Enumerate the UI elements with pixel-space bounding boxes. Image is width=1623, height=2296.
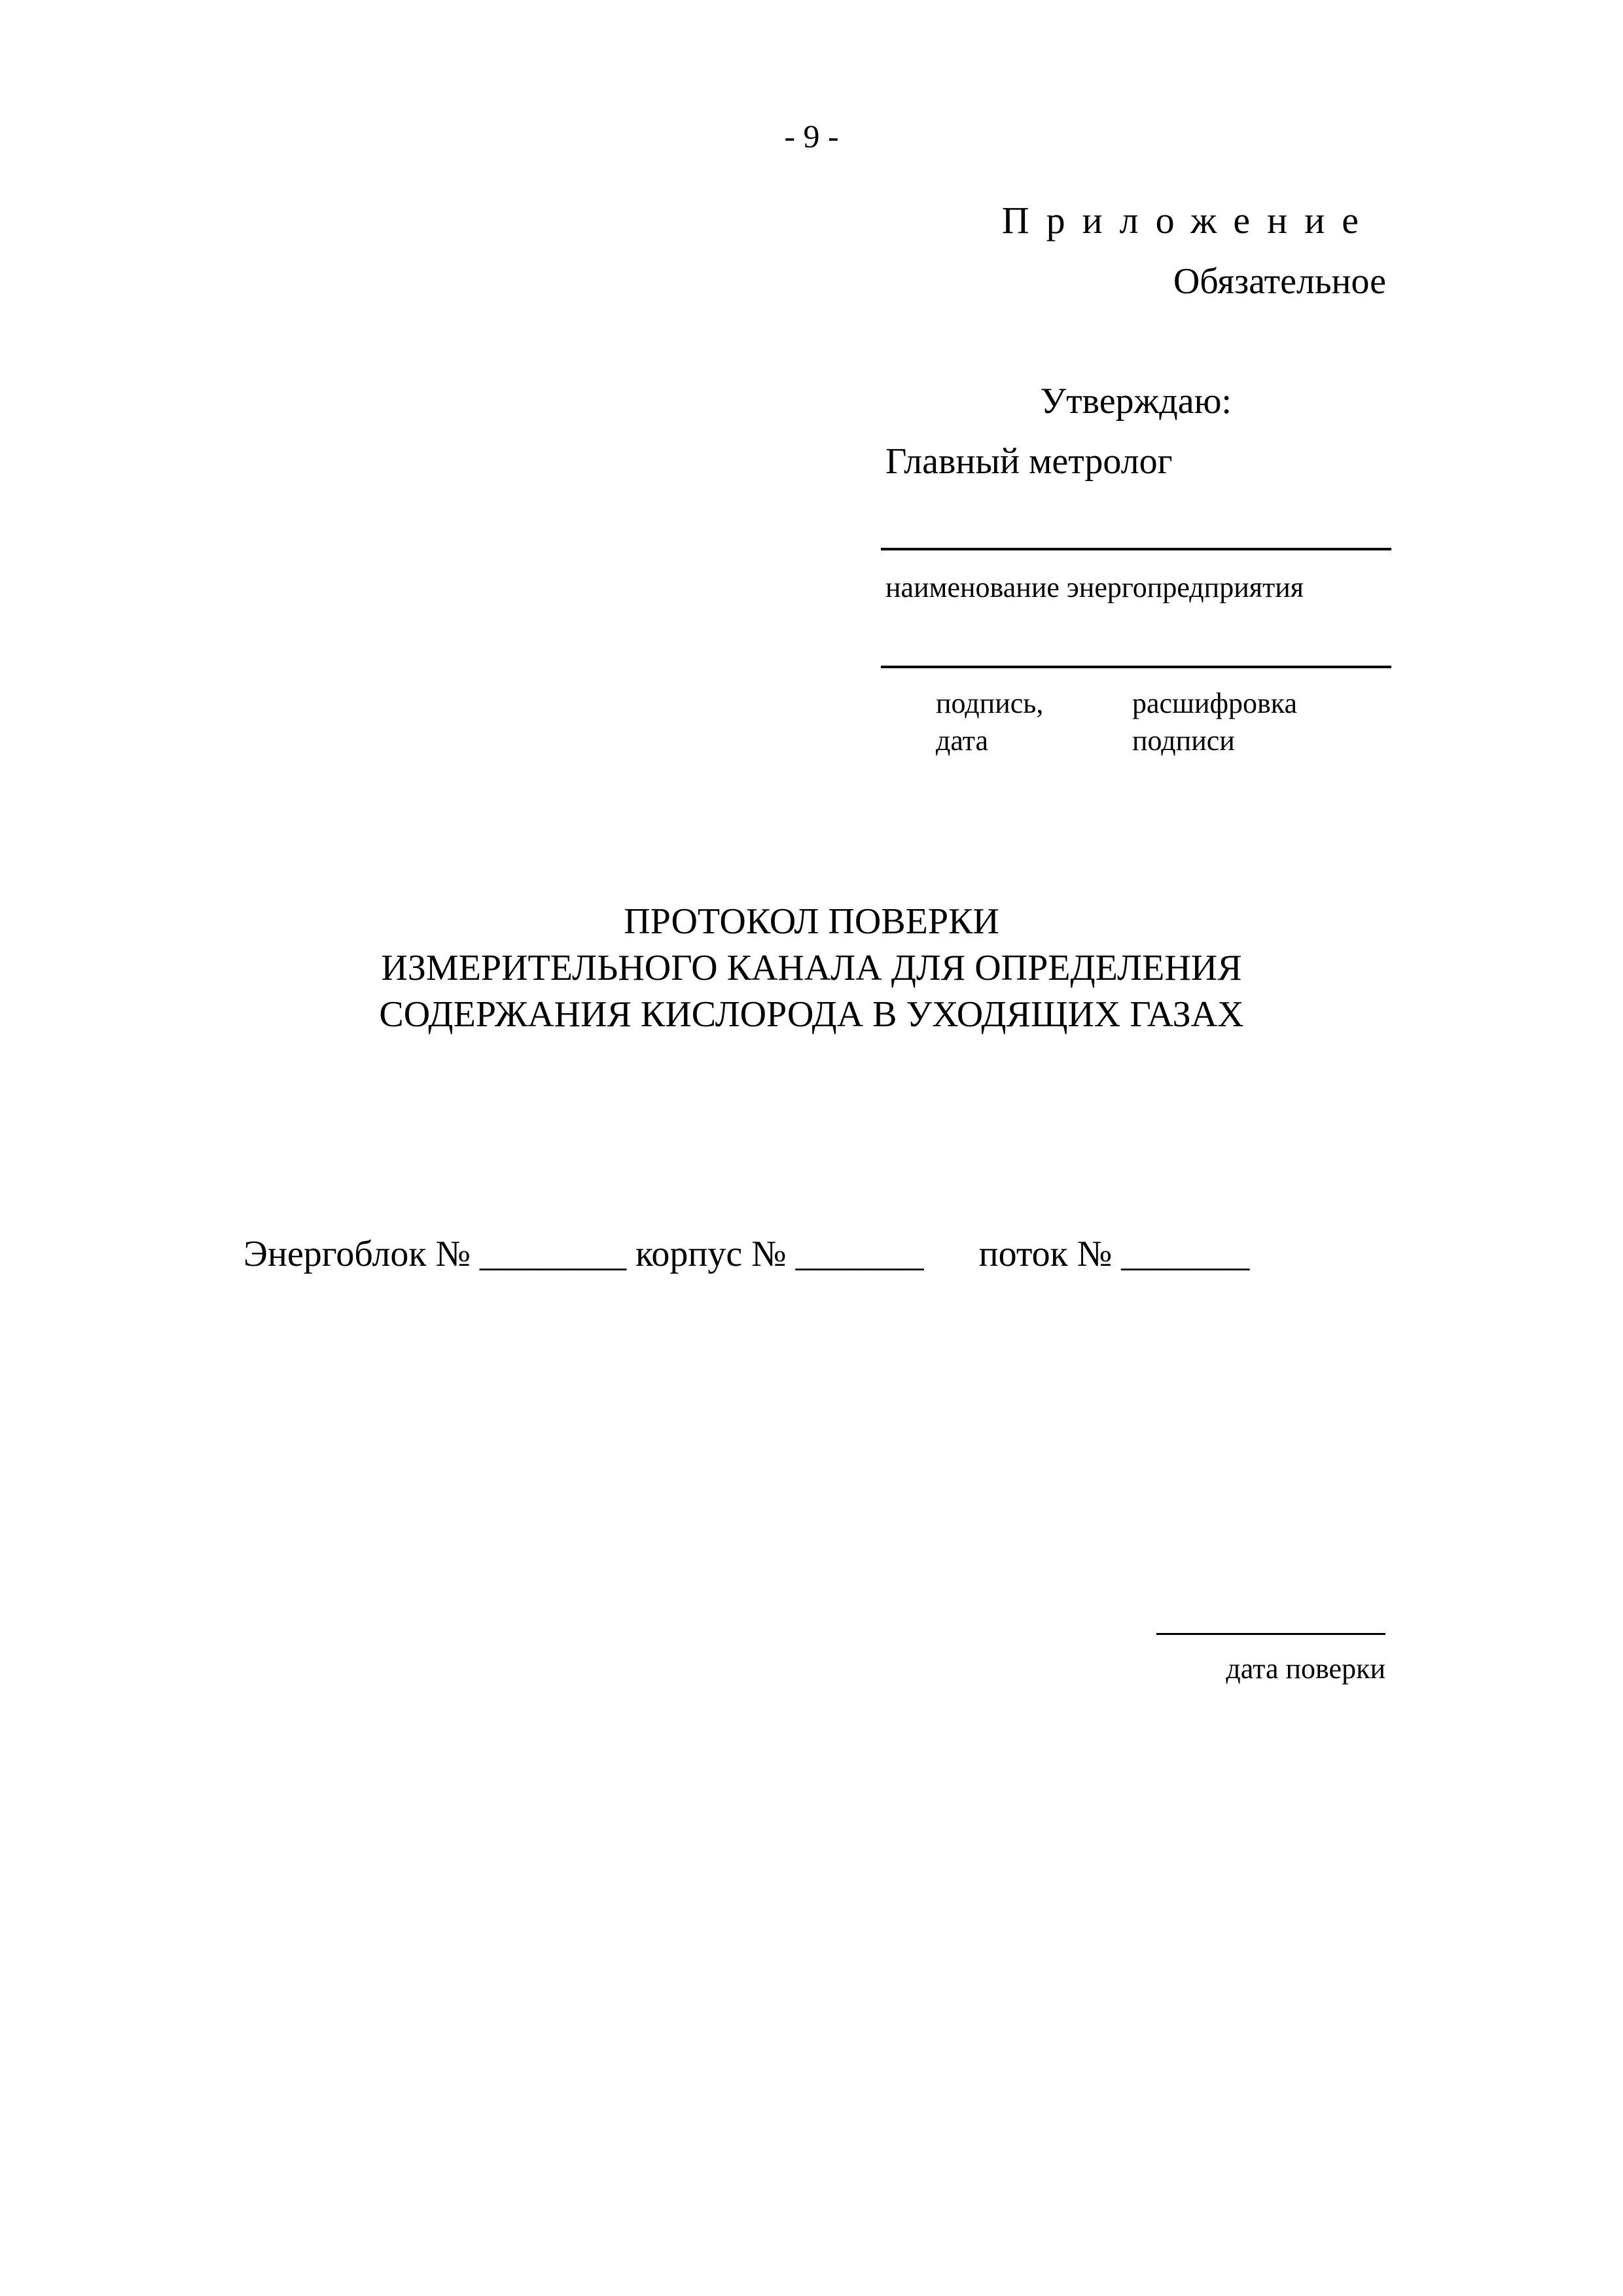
date-caption: дата поверки <box>1226 1653 1385 1685</box>
protocol-title-line-3: СОДЕРЖАНИЯ КИСЛОРОДА В УХОДЯЩИХ ГАЗАХ <box>379 994 1244 1035</box>
date-line <box>1156 1633 1385 1635</box>
signature-line <box>881 666 1391 668</box>
enterprise-signature-line <box>881 548 1391 550</box>
signature-caption-1-line2: дата <box>936 725 989 757</box>
enterprise-caption: наименование энергопредприятия <box>885 571 1304 603</box>
protocol-title-line-2: ИЗМЕРИТЕЛЬНОГО КАНАЛА ДЛЯ ОПРЕДЕЛЕНИЯ <box>381 948 1242 988</box>
appendix-subtitle: Обязательное <box>1173 261 1386 302</box>
signature-caption-1-line1: подпись, <box>936 687 1044 719</box>
unit-fields-line <box>243 1236 1249 1272</box>
approve-label: Утверждаю: <box>1040 381 1232 422</box>
page-number: - 9 - <box>784 118 839 154</box>
signature-caption-2-line2: подписи <box>1132 725 1235 757</box>
unit-fields-text: Энергоблок № ________ корпус № _______ поток № _______ <box>243 1234 1250 1274</box>
appendix-title: Приложение <box>1001 199 1376 242</box>
protocol-title <box>0 899 1623 1038</box>
signature-caption-2-line1: расшифровка <box>1132 687 1298 719</box>
position-label: Главный метролог <box>885 441 1173 482</box>
protocol-title-line-1: ПРОТОКОЛ ПОВЕРКИ <box>624 901 999 942</box>
